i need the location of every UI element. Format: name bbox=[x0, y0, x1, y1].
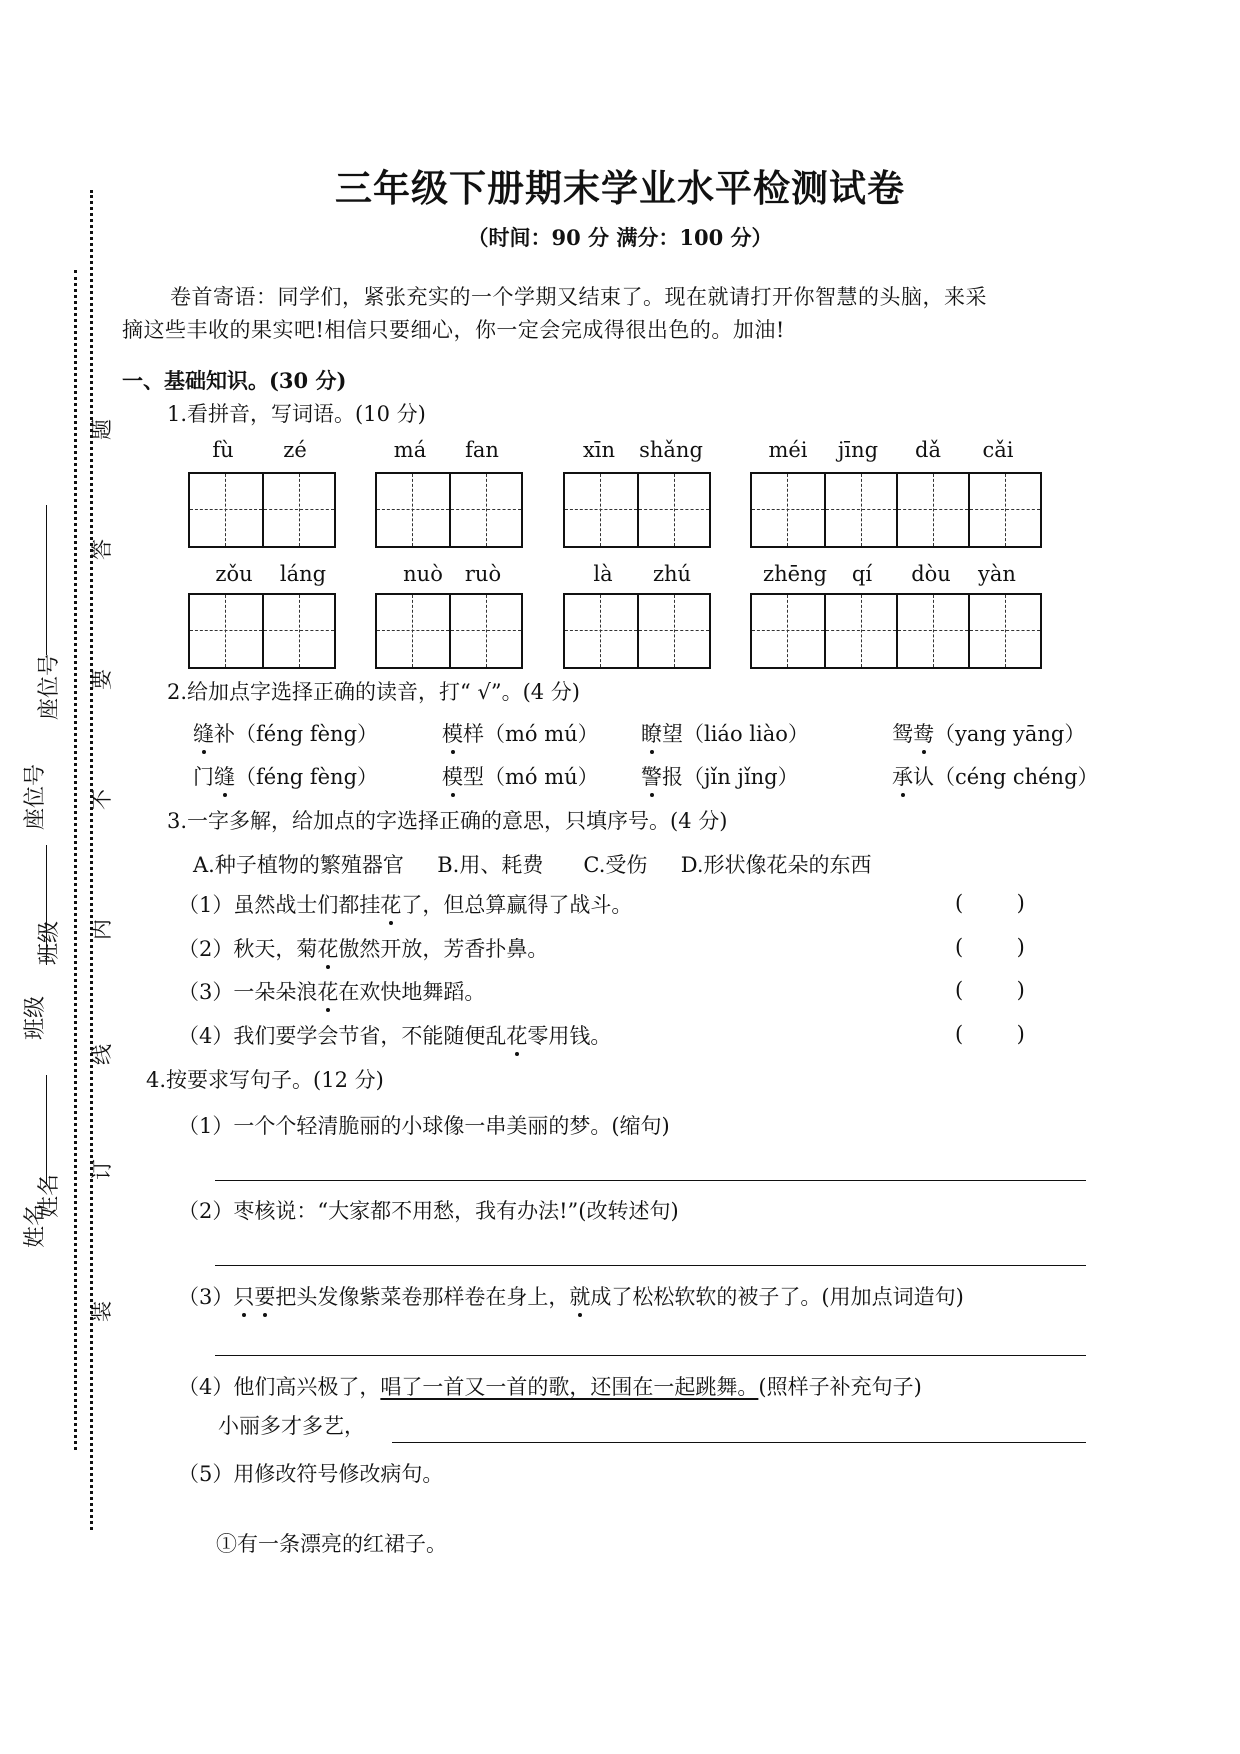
q2-item: 承认（céng chéng） bbox=[892, 765, 1099, 789]
writing-grid[interactable] bbox=[188, 593, 336, 669]
binding-char-yao: 要 bbox=[90, 669, 114, 690]
binding-char-ding: 订 bbox=[90, 1159, 114, 1180]
writing-grid[interactable] bbox=[375, 593, 523, 669]
pinyin: yàn bbox=[978, 562, 1016, 586]
writing-grid[interactable] bbox=[750, 472, 1042, 548]
binding-dotted-line-outer bbox=[90, 190, 93, 1530]
answer-blank[interactable]: ( ) bbox=[955, 935, 1025, 959]
pinyin: ruò bbox=[464, 562, 502, 586]
q4-label: 4.按要求写句子。(12 分) bbox=[146, 1068, 384, 1092]
q3-item: （2）秋天，菊花傲然开放，芳香扑鼻。 bbox=[178, 937, 549, 961]
answer-line[interactable] bbox=[215, 1180, 1086, 1181]
pinyin: qí bbox=[851, 562, 873, 586]
q3-label: 3.一字多解，给加点的字选择正确的意思，只填序号。(4 分) bbox=[167, 809, 728, 833]
writing-grid[interactable] bbox=[375, 472, 523, 548]
pinyin: dǎ bbox=[915, 438, 941, 462]
pinyin: dòu bbox=[911, 562, 951, 586]
binding-char-zhuang: 装 bbox=[90, 1301, 114, 1322]
sidebar-seat-label-overlay: 座位号 bbox=[37, 653, 62, 720]
q2-item: 警报（jǐn jǐng） bbox=[641, 765, 799, 789]
q4-sentence-5-item: ①有一条漂亮的红裙子。 bbox=[216, 1532, 447, 1556]
q2-item: 瞭望（liáo liào） bbox=[641, 722, 809, 746]
answer-line[interactable] bbox=[392, 1442, 1086, 1443]
sidebar-name-label: 姓名 bbox=[23, 1203, 48, 1248]
binding-char-da: 答 bbox=[90, 539, 114, 560]
pinyin: méi bbox=[768, 438, 808, 462]
pinyin: fù bbox=[212, 438, 234, 462]
pinyin: shǎng bbox=[639, 438, 703, 462]
writing-grid[interactable] bbox=[750, 593, 1042, 669]
answer-blank[interactable]: ( ) bbox=[955, 1022, 1025, 1046]
pinyin: cǎi bbox=[982, 438, 1014, 462]
pinyin: jīng bbox=[837, 438, 879, 462]
pinyin: xīn bbox=[582, 438, 616, 462]
sidebar-class-line[interactable] bbox=[46, 845, 47, 965]
q4-sentence-5: （5）用修改符号修改病句。 bbox=[178, 1462, 444, 1486]
binding-char-bu: 不 bbox=[90, 789, 114, 810]
pinyin: zhú bbox=[652, 562, 692, 586]
q2-item: 鸳鸯（yang yāng） bbox=[892, 722, 1086, 746]
answer-line[interactable] bbox=[215, 1265, 1086, 1266]
q2-item: 门缝（féng fèng） bbox=[193, 765, 379, 789]
binding-char-nei: 内 bbox=[90, 919, 114, 940]
q1-label: 1.看拼音，写词语。(10 分) bbox=[167, 402, 426, 426]
q3-item: （3）一朵朵浪花在欢快地舞蹈。 bbox=[178, 980, 486, 1004]
writing-grid[interactable] bbox=[188, 472, 336, 548]
intro-line-2: 摘这些丰收的果实吧!相信只要细心，你一定会完成得很出色的。加油! bbox=[122, 318, 785, 342]
q3-item: （1）虽然战士们都挂花了，但总算赢得了战斗。 bbox=[178, 893, 633, 917]
pinyin: zhēng bbox=[763, 562, 827, 586]
q2-label: 2.给加点字选择正确的读音，打“ √”。(4 分) bbox=[167, 680, 580, 704]
q4-sentence-3: （3）只要把头发像紫菜卷那样卷在身上，就成了松松软软的被子了。(用加点词造句) bbox=[178, 1285, 964, 1309]
q2-item: 缝补（féng fèng） bbox=[193, 722, 379, 746]
intro-line-1: 卷首寄语：同学们，紧张充实的一个学期又结束了。现在就请打开你智慧的头脑，来采 bbox=[170, 285, 987, 309]
q4-sentence-1: （1）一个个轻清脆丽的小球像一串美丽的梦。(缩句) bbox=[178, 1114, 670, 1138]
pinyin: zǒu bbox=[215, 562, 253, 586]
q4-sentence-4: （4）他们高兴极了，唱了一首又一首的歌，还围在一起跳舞。(照样子补充句子) bbox=[178, 1375, 922, 1399]
sidebar-class-label: 班级 bbox=[23, 995, 48, 1040]
pinyin: láng bbox=[279, 562, 327, 586]
q2-item: 模型（mó mú） bbox=[442, 765, 599, 789]
writing-grid[interactable] bbox=[563, 472, 711, 548]
page-subtitle: （时间：90 分 满分：100 分） bbox=[467, 225, 773, 250]
binding-char-ti: 题 bbox=[90, 419, 114, 440]
pinyin: má bbox=[393, 438, 427, 462]
sidebar-class-label-overlay: 班级 bbox=[37, 920, 62, 965]
sidebar-name-label-overlay: 姓名 bbox=[37, 1173, 62, 1218]
answer-line[interactable] bbox=[215, 1355, 1086, 1356]
binding-dotted-line-inner bbox=[74, 270, 77, 1450]
writing-grid[interactable] bbox=[563, 593, 711, 669]
answer-blank[interactable]: ( ) bbox=[955, 978, 1025, 1002]
sidebar-seat-line[interactable] bbox=[46, 505, 47, 655]
binding-char-xian: 线 bbox=[90, 1044, 114, 1065]
pinyin: nuò bbox=[403, 562, 443, 586]
q4-sentence-4-example: 小丽多才多艺， bbox=[218, 1414, 365, 1438]
answer-blank[interactable]: ( ) bbox=[955, 891, 1025, 915]
pinyin: zé bbox=[283, 438, 307, 462]
sidebar-seat-label: 座位号 bbox=[23, 763, 48, 830]
pinyin: fan bbox=[465, 438, 499, 462]
pinyin: là bbox=[593, 562, 613, 586]
q3-options: A.种子植物的繁殖器官 B.用、耗费 C.受伤 D.形状像花朵的东西 bbox=[193, 853, 872, 877]
q4-sentence-2: （2）枣核说：“大家都不用愁，我有办法!”(改转述句) bbox=[178, 1199, 679, 1223]
page-title: 三年级下册期末学业水平检测试卷 bbox=[335, 166, 905, 210]
section-1-heading: 一、基础知识。(30 分) bbox=[122, 368, 347, 393]
sidebar-name-line[interactable] bbox=[46, 1075, 47, 1185]
q2-item: 模样（mó mú） bbox=[442, 722, 599, 746]
q3-item: （4）我们要学会节省，不能随便乱花零用钱。 bbox=[178, 1024, 612, 1048]
